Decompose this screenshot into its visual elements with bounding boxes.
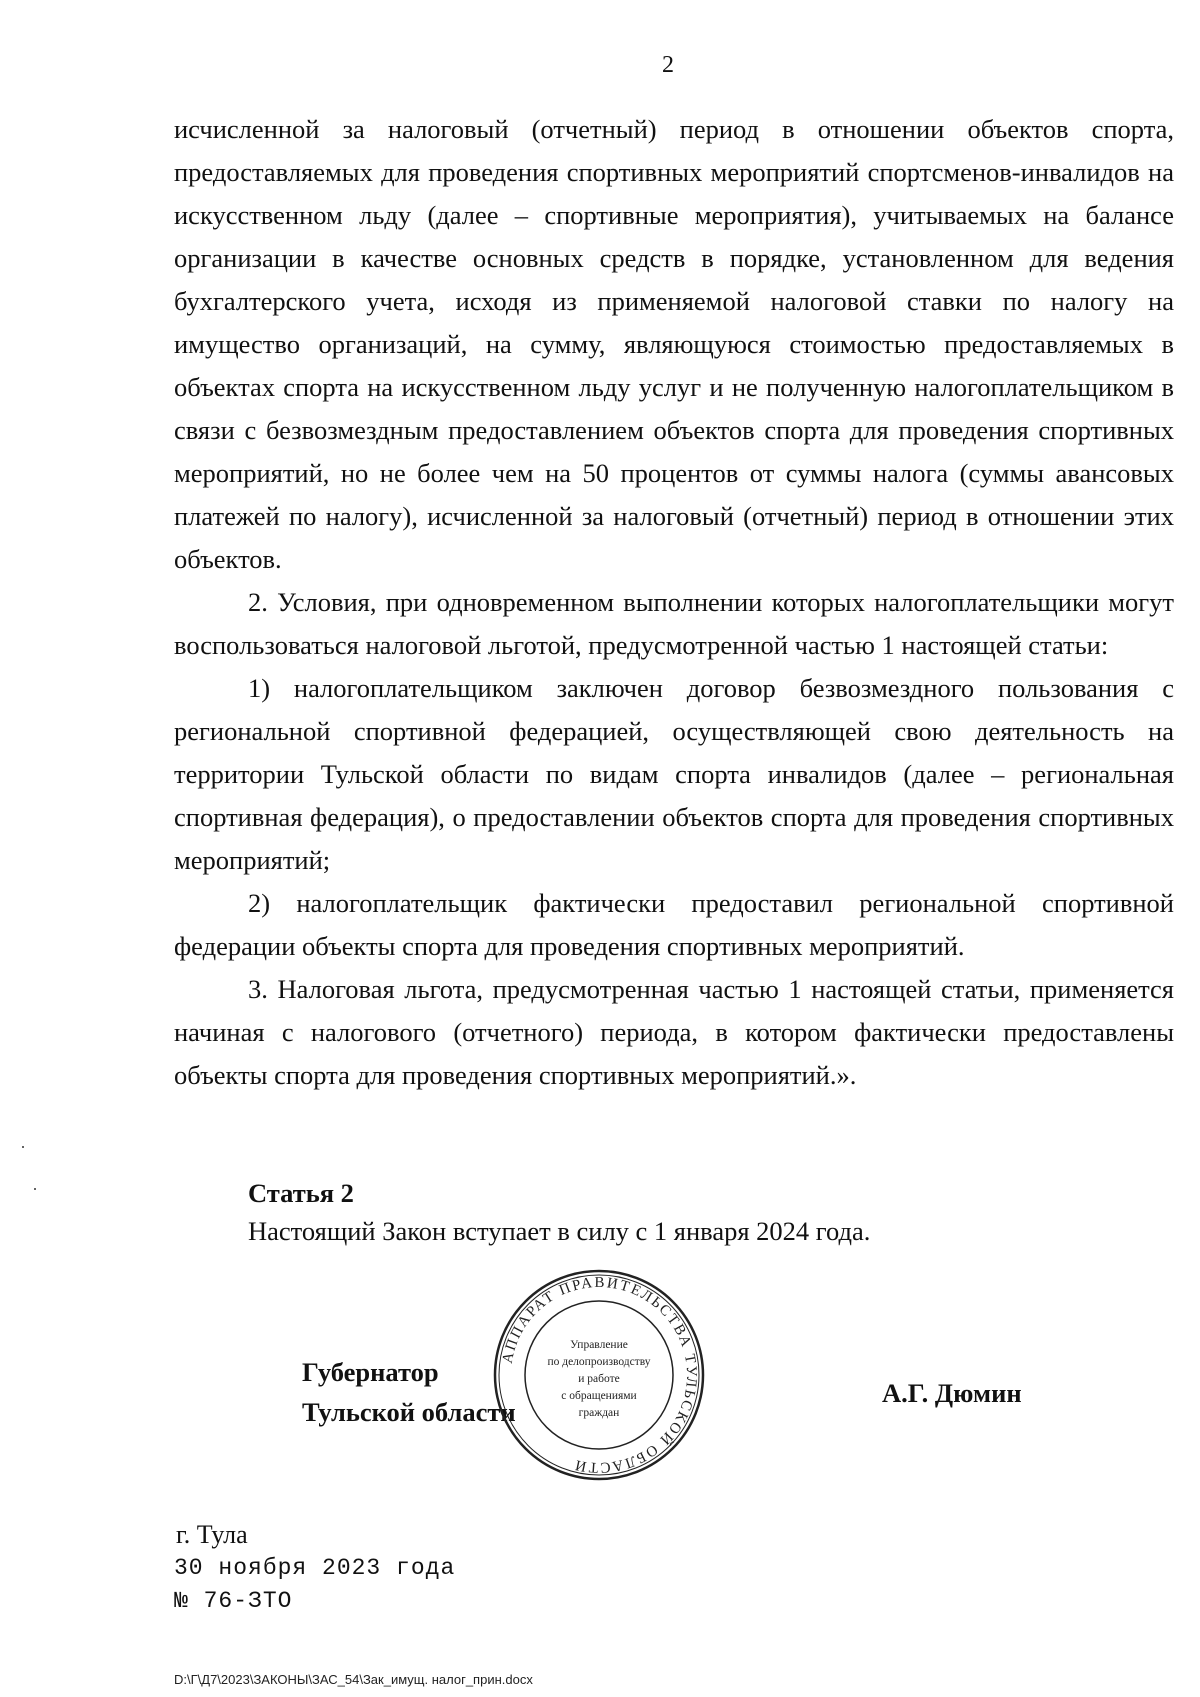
official-seal <box>492 1268 706 1482</box>
seal-line-2: по делопроизводству <box>547 1356 651 1368</box>
document-body <box>174 108 1174 1097</box>
signatory-title-line2: Тульской области <box>302 1397 516 1427</box>
page-number: 2 <box>662 52 674 78</box>
paragraph-continuation: исчисленной за налоговый (отчетный) период в отношении объектов спорта, предоставляемых для проведения спортивных мероприятий спортсменов-инвалидов на искусственном льду (далее – спортивные мероприятия), учитываемых на балансе организации в качестве основных средств в порядке, установленном для ведения бухгалтерского учета, исходя из применяемой налоговой ставки по налогу на имущество организаций, на сумму, являющуюся стоимостью предоставляемых в объектах спорта на искусственном льду услуг и не полученную налогоплательщиком в связи с безвозмездным предоставлением объектов спорта для проведения спортивных мероприятий, но не более чем на 50 процентов от суммы налога (суммы авансовых платежей по налогу), исчисленной за налоговый (отчетный) период в отношении этих объектов. <box>174 114 1174 574</box>
scan-speck <box>22 1146 24 1148</box>
signing-date: 30 ноября 2023 года <box>174 1555 456 1581</box>
paragraph-benefit-start: 3. Налоговая льгота, предусмотренная частью 1 настоящей статьи, применяется начиная с налогового (отчетного) периода, в котором фактически предоставлены объекты спорта для проведения спортивных мероприятий.». <box>174 974 1174 1090</box>
article-2-heading: Статья 2 <box>248 1178 354 1208</box>
article-2-text: Настоящий Закон вступает в силу с 1 января 2024 года. <box>248 1216 871 1246</box>
paragraph-conditions: 2. Условия, при одновременном выполнении которых налогоплательщики могут воспользоваться налоговой льготой, предусмотренной частью 1 настоящей статьи: <box>174 587 1174 660</box>
seal-ring-text: АППАРАТ ПРАВИТЕЛЬСТВА ТУЛЬСКОЙ ОБЛАСТИ <box>499 1274 700 1476</box>
paragraph-condition-2: 2) налогоплательщик фактически предоставил региональной спортивной федерации объекты спорта для проведения спортивных мероприятий. <box>174 888 1174 961</box>
place-of-signing: г. Тула <box>176 1520 248 1549</box>
law-number: № 76-ЗТО <box>174 1588 293 1614</box>
seal-line-4: с обращениями <box>561 1390 637 1402</box>
file-path-footer: D:\Г\Д7\2023\ЗАКОНЫ\ЗАС_54\Зак_имущ. налог_прин.docx <box>174 1672 533 1687</box>
seal-line-1: Управление <box>570 1339 628 1351</box>
scan-speck <box>34 1188 36 1190</box>
signatory-name: А.Г. Дюмин <box>882 1378 1022 1408</box>
signatory-title <box>302 1352 516 1432</box>
seal-line-5: граждан <box>578 1407 620 1419</box>
signatory-title-line1: Губернатор <box>302 1357 439 1387</box>
seal-line-3: и работе <box>578 1373 620 1385</box>
paragraph-condition-1: 1) налогоплательщиком заключен договор безвозмездного пользования с региональной спортивной федерацией, осуществляющей свою деятельность на территории Тульской области по видам спорта инвалидов (далее – региональная спортивная федерация), о предоставлении объектов спорта для проведения спортивных мероприятий; <box>174 673 1174 875</box>
